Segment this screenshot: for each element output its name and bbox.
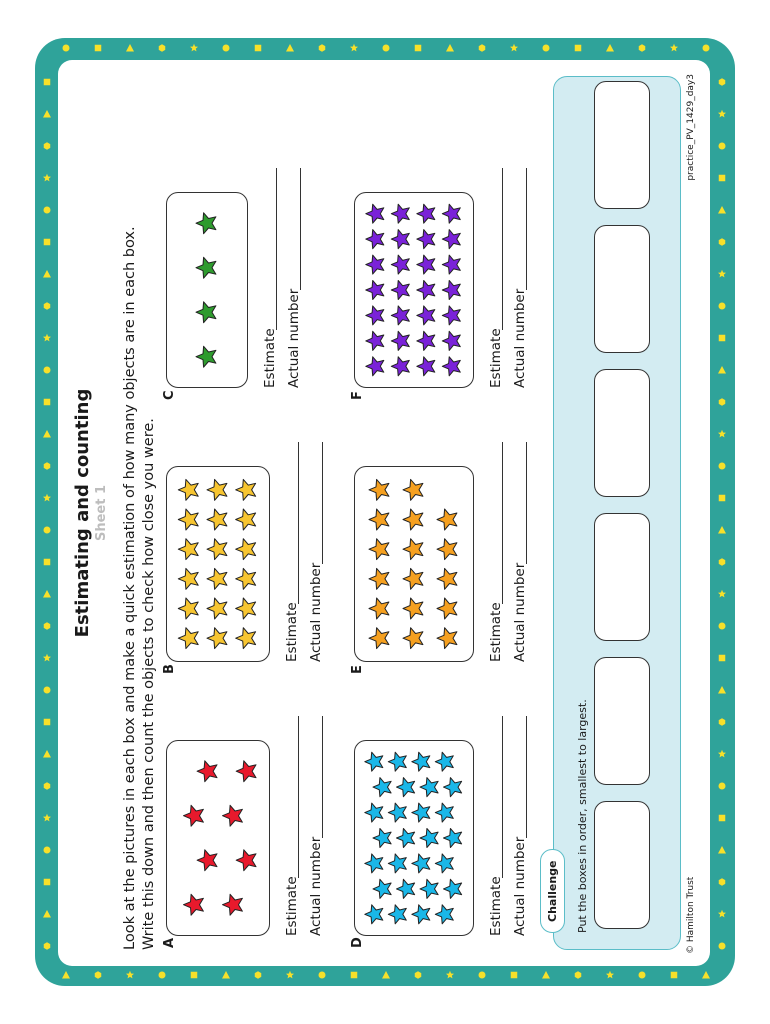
hexagon-decoration-icon: [477, 43, 487, 53]
star-icon: [223, 894, 243, 915]
star-icon: [365, 803, 383, 822]
star-box-a: [166, 740, 270, 936]
challenge-text: Put the boxes in order, smallest to largest.: [576, 699, 589, 933]
hexagon-decoration-icon: [717, 557, 727, 567]
star-icon: [236, 479, 256, 500]
square-decoration-icon: [42, 77, 52, 87]
square-decoration-icon: [413, 43, 423, 53]
star-icon: [403, 539, 423, 560]
box-letter-b: B: [162, 664, 177, 674]
circle-decoration-icon: [42, 685, 52, 695]
box-letter-a: A: [162, 937, 177, 948]
star-icon: [366, 331, 384, 350]
star-icon: [236, 539, 256, 560]
hexagon-decoration-icon: [42, 301, 52, 311]
hexagon-decoration-icon: [253, 970, 263, 980]
star-box-c: [166, 192, 248, 388]
triangle-decoration-icon: [541, 970, 551, 980]
hexagon-decoration-icon: [637, 43, 647, 53]
star-group-b: [167, 467, 269, 661]
star-group-a: [167, 741, 269, 935]
star-icon: [236, 509, 256, 530]
box-letter-d: D: [350, 937, 365, 948]
box-letter-f: F: [350, 391, 365, 400]
hexagon-decoration-icon: [413, 970, 423, 980]
estimate-label-c: Estimate: [262, 328, 278, 388]
hexagon-decoration-icon: [42, 461, 52, 471]
star-group-d: [355, 741, 473, 935]
star-icon: [369, 568, 389, 589]
star-icon: [223, 805, 243, 826]
circle-decoration-icon: [717, 461, 727, 471]
star-decoration-icon: [717, 109, 727, 119]
star-icon: [197, 761, 217, 782]
star-decoration-icon: [125, 970, 135, 980]
challenge-tab: Challenge: [540, 850, 565, 934]
star-icon: [391, 204, 409, 223]
star-icon: [412, 752, 430, 771]
square-decoration-icon: [42, 717, 52, 727]
square-decoration-icon: [42, 237, 52, 247]
hexagon-decoration-icon: [157, 43, 167, 53]
star-icon: [388, 905, 406, 924]
instruction-line-2: Write this down and then count the objects to check how close you were.: [141, 418, 157, 950]
star-icon: [178, 568, 198, 589]
triangle-decoration-icon: [42, 589, 52, 599]
hexagon-decoration-icon: [717, 877, 727, 887]
actual-answer-line-f[interactable]: [526, 168, 527, 290]
answer-box-5[interactable]: [594, 225, 650, 353]
star-icon: [435, 905, 453, 924]
star-box-f: [354, 192, 474, 388]
triangle-decoration-icon: [125, 43, 135, 53]
instruction-line-1: Look at the pictures in each box and make a quick estimation of how many objects are in each box.: [122, 226, 138, 950]
actual-label-a: Actual number: [308, 836, 324, 936]
star-icon: [403, 628, 423, 649]
circle-decoration-icon: [541, 43, 551, 53]
star-icon: [207, 509, 227, 530]
star-icon: [444, 879, 462, 898]
star-icon: [207, 539, 227, 560]
hexagon-decoration-icon: [573, 970, 583, 980]
star-decoration-icon: [189, 43, 199, 53]
star-icon: [196, 213, 216, 234]
star-icon: [435, 854, 453, 873]
star-icon: [437, 598, 457, 619]
box-letter-e: E: [350, 665, 365, 674]
star-icon: [420, 778, 438, 797]
answer-box-6[interactable]: [594, 81, 650, 209]
star-icon: [236, 568, 256, 589]
star-icon: [369, 628, 389, 649]
star-icon: [388, 803, 406, 822]
actual-label-b: Actual number: [308, 562, 324, 662]
triangle-decoration-icon: [717, 685, 727, 695]
star-icon: [366, 230, 384, 249]
star-icon: [442, 230, 460, 249]
star-icon: [442, 331, 460, 350]
estimate-label-f: Estimate: [488, 328, 504, 388]
answer-box-3[interactable]: [594, 513, 650, 641]
star-group-c: [167, 193, 247, 387]
star-icon: [207, 568, 227, 589]
triangle-decoration-icon: [285, 43, 295, 53]
star-icon: [435, 803, 453, 822]
estimate-label-d: Estimate: [488, 876, 504, 936]
star-icon: [196, 302, 216, 323]
star-group-e: [355, 467, 473, 661]
estimate-answer-line-b[interactable]: [298, 442, 299, 604]
triangle-decoration-icon: [42, 269, 52, 279]
star-icon: [207, 598, 227, 619]
star-icon: [184, 805, 204, 826]
star-icon: [207, 479, 227, 500]
star-decoration-icon: [42, 493, 52, 503]
triangle-decoration-icon: [717, 365, 727, 375]
star-icon: [366, 204, 384, 223]
star-icon: [417, 357, 435, 376]
star-icon: [236, 850, 256, 871]
square-decoration-icon: [717, 493, 727, 503]
hexagon-decoration-icon: [717, 237, 727, 247]
worksheet-title: Estimating and counting: [72, 388, 93, 638]
star-icon: [437, 539, 457, 560]
triangle-decoration-icon: [42, 109, 52, 119]
estimate-answer-line-c[interactable]: [276, 168, 277, 330]
hexagon-decoration-icon: [717, 717, 727, 727]
star-icon: [435, 752, 453, 771]
star-icon: [442, 281, 460, 300]
star-decoration-icon: [717, 909, 727, 919]
star-icon: [397, 829, 415, 848]
star-icon: [412, 905, 430, 924]
star-icon: [417, 306, 435, 325]
triangle-decoration-icon: [42, 429, 52, 439]
triangle-decoration-icon: [445, 43, 455, 53]
circle-decoration-icon: [42, 365, 52, 375]
estimate-label-e: Estimate: [488, 602, 504, 662]
worksheet-content: [58, 60, 710, 966]
estimate-answer-line-e[interactable]: [502, 442, 503, 604]
square-decoration-icon: [717, 173, 727, 183]
star-icon: [437, 509, 457, 530]
answer-box-1[interactable]: [594, 801, 650, 929]
star-icon: [366, 281, 384, 300]
star-icon: [391, 331, 409, 350]
star-decoration-icon: [42, 813, 52, 823]
circle-decoration-icon: [637, 970, 647, 980]
star-icon: [403, 509, 423, 530]
estimate-answer-line-a[interactable]: [298, 716, 299, 878]
actual-answer-line-b[interactable]: [322, 442, 323, 564]
challenge-section: [546, 76, 681, 950]
star-icon: [196, 346, 216, 367]
star-icon: [442, 204, 460, 223]
hexagon-decoration-icon: [317, 43, 327, 53]
star-decoration-icon: [285, 970, 295, 980]
star-icon: [197, 850, 217, 871]
actual-label-d: Actual number: [512, 836, 528, 936]
star-icon: [365, 905, 383, 924]
star-icon: [417, 204, 435, 223]
square-decoration-icon: [509, 970, 519, 980]
star-icon: [420, 879, 438, 898]
star-icon: [369, 598, 389, 619]
star-icon: [412, 854, 430, 873]
circle-decoration-icon: [157, 970, 167, 980]
actual-answer-line-e[interactable]: [526, 442, 527, 564]
star-decoration-icon: [717, 429, 727, 439]
actual-answer-line-c[interactable]: [300, 168, 301, 290]
star-icon: [365, 752, 383, 771]
star-icon: [417, 331, 435, 350]
circle-decoration-icon: [42, 845, 52, 855]
star-icon: [437, 568, 457, 589]
circle-decoration-icon: [717, 941, 727, 951]
square-decoration-icon: [717, 333, 727, 343]
star-decoration-icon: [42, 653, 52, 663]
star-icon: [207, 628, 227, 649]
star-icon: [365, 854, 383, 873]
answer-box-2[interactable]: [594, 657, 650, 785]
star-icon: [366, 255, 384, 274]
actual-label-f: Actual number: [512, 288, 528, 388]
circle-decoration-icon: [317, 970, 327, 980]
star-icon: [236, 761, 256, 782]
star-decoration-icon: [42, 333, 52, 343]
star-icon: [366, 357, 384, 376]
star-icon: [178, 509, 198, 530]
circle-decoration-icon: [717, 621, 727, 631]
star-icon: [444, 829, 462, 848]
square-decoration-icon: [42, 877, 52, 887]
star-icon: [391, 357, 409, 376]
star-icon: [397, 778, 415, 797]
triangle-decoration-icon: [381, 970, 391, 980]
star-icon: [417, 255, 435, 274]
star-icon: [369, 509, 389, 530]
star-icon: [388, 854, 406, 873]
actual-label-c: Actual number: [286, 288, 302, 388]
estimate-label-b: Estimate: [284, 602, 300, 662]
star-icon: [196, 257, 216, 278]
actual-answer-line-a[interactable]: [322, 716, 323, 838]
actual-label-e: Actual number: [512, 562, 528, 662]
square-decoration-icon: [42, 397, 52, 407]
star-decoration-icon: [445, 970, 455, 980]
star-box-b: [166, 466, 270, 662]
star-icon: [178, 539, 198, 560]
circle-decoration-icon: [717, 141, 727, 151]
star-icon: [373, 879, 391, 898]
star-icon: [442, 357, 460, 376]
square-decoration-icon: [189, 970, 199, 980]
triangle-decoration-icon: [605, 43, 615, 53]
circle-decoration-icon: [477, 970, 487, 980]
star-icon: [178, 479, 198, 500]
star-decoration-icon: [717, 589, 727, 599]
estimate-answer-line-f[interactable]: [502, 168, 503, 330]
hexagon-decoration-icon: [93, 970, 103, 980]
footer-copyright: © Hamilton Trust: [686, 876, 696, 954]
star-icon: [388, 752, 406, 771]
hexagon-decoration-icon: [717, 397, 727, 407]
star-icon: [373, 778, 391, 797]
star-icon: [366, 306, 384, 325]
square-decoration-icon: [349, 970, 359, 980]
circle-decoration-icon: [42, 525, 52, 535]
star-icon: [373, 829, 391, 848]
hexagon-decoration-icon: [42, 941, 52, 951]
star-decoration-icon: [717, 749, 727, 759]
worksheet-subtitle: Sheet 1: [94, 484, 109, 542]
hexagon-decoration-icon: [42, 621, 52, 631]
star-icon: [417, 281, 435, 300]
star-icon: [369, 539, 389, 560]
star-icon: [420, 829, 438, 848]
star-icon: [236, 628, 256, 649]
star-icon: [403, 598, 423, 619]
star-icon: [236, 598, 256, 619]
triangle-decoration-icon: [717, 845, 727, 855]
triangle-decoration-icon: [701, 970, 711, 980]
star-icon: [178, 598, 198, 619]
triangle-decoration-icon: [717, 205, 727, 215]
actual-answer-line-d[interactable]: [526, 716, 527, 838]
star-decoration-icon: [349, 43, 359, 53]
star-box-e: [354, 466, 474, 662]
circle-decoration-icon: [717, 781, 727, 791]
estimate-label-a: Estimate: [284, 876, 300, 936]
star-icon: [178, 628, 198, 649]
star-icon: [442, 255, 460, 274]
footer-code: practice_PV_1429_day3: [686, 74, 696, 181]
star-box-d: [354, 740, 474, 936]
triangle-decoration-icon: [221, 970, 231, 980]
star-icon: [442, 306, 460, 325]
star-icon: [417, 230, 435, 249]
estimate-answer-line-d[interactable]: [502, 716, 503, 878]
box-letter-c: C: [162, 390, 177, 400]
star-icon: [184, 894, 204, 915]
square-decoration-icon: [717, 653, 727, 663]
star-icon: [391, 255, 409, 274]
star-decoration-icon: [605, 970, 615, 980]
star-icon: [391, 306, 409, 325]
star-icon: [403, 568, 423, 589]
circle-decoration-icon: [61, 43, 71, 53]
star-decoration-icon: [669, 43, 679, 53]
square-decoration-icon: [669, 970, 679, 980]
square-decoration-icon: [573, 43, 583, 53]
circle-decoration-icon: [42, 205, 52, 215]
circle-decoration-icon: [221, 43, 231, 53]
triangle-decoration-icon: [61, 970, 71, 980]
star-icon: [391, 230, 409, 249]
triangle-decoration-icon: [42, 909, 52, 919]
circle-decoration-icon: [717, 301, 727, 311]
hexagon-decoration-icon: [42, 781, 52, 791]
square-decoration-icon: [253, 43, 263, 53]
hexagon-decoration-icon: [717, 77, 727, 87]
star-decoration-icon: [717, 269, 727, 279]
star-decoration-icon: [42, 173, 52, 183]
triangle-decoration-icon: [42, 749, 52, 759]
star-icon: [391, 281, 409, 300]
triangle-decoration-icon: [717, 525, 727, 535]
star-decoration-icon: [509, 43, 519, 53]
circle-decoration-icon: [701, 43, 711, 53]
square-decoration-icon: [42, 557, 52, 567]
star-group-f: [355, 193, 473, 387]
hexagon-decoration-icon: [42, 141, 52, 151]
star-icon: [369, 479, 389, 500]
star-icon: [444, 778, 462, 797]
star-icon: [397, 879, 415, 898]
star-icon: [437, 628, 457, 649]
answer-box-4[interactable]: [594, 369, 650, 497]
square-decoration-icon: [717, 813, 727, 823]
square-decoration-icon: [93, 43, 103, 53]
circle-decoration-icon: [381, 43, 391, 53]
star-icon: [403, 479, 423, 500]
star-icon: [412, 803, 430, 822]
